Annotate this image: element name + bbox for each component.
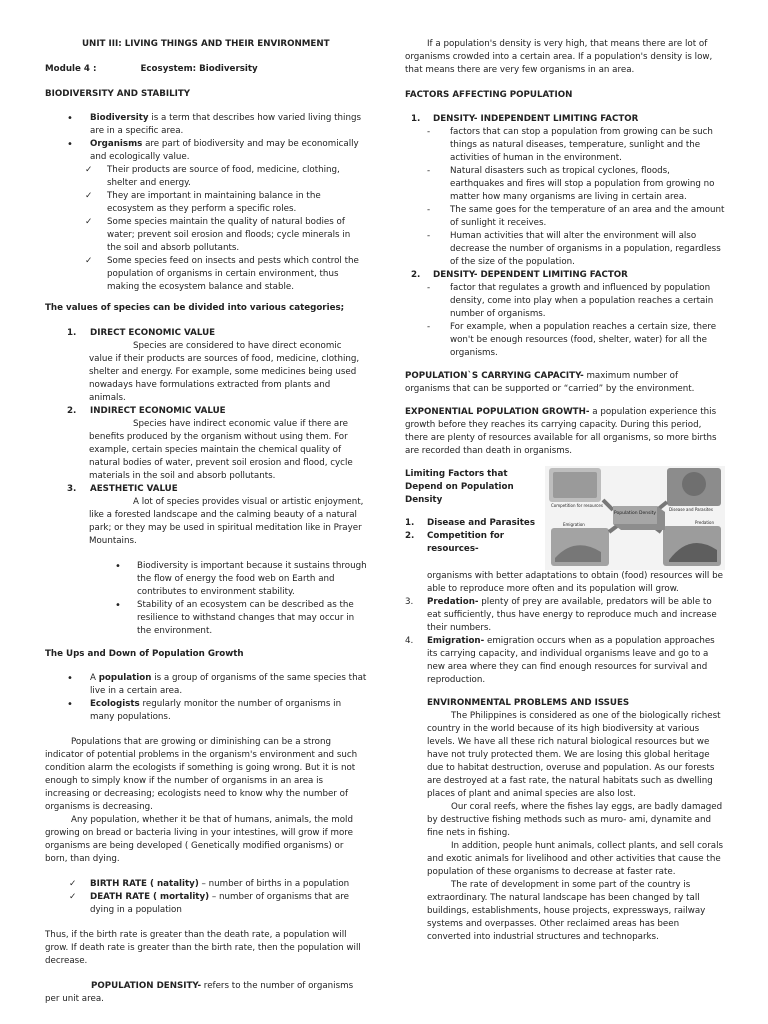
check-item: ✓ DEATH RATE ( mortality) – number of organisms that are dying in a population [45,891,367,917]
check-item: ✓ Their products are source of food, medicine, clothing, shelter and energy. [45,164,367,190]
value-title: 2. INDIRECT ECONOMIC VALUE [67,406,226,416]
check-item: ✓ Some species maintain the quality of natural bodies of water; prevent soil erosion and floods; cycle minerals in the soil and absorb pollutants. [45,216,367,255]
factor-title: 2. DENSITY- DEPENDENT LIMITING FACTOR [411,270,628,280]
list-item: • Ecologists regularly monitor the number of organisms in many populations. [45,698,367,724]
value-title: 3. AESTHETIC VALUE [67,484,178,494]
module-label: Module 4 : [45,64,97,74]
density-definition: POPULATION DENSITY- refers to the number of organisms per unit area. [45,981,354,1004]
list-item: • Stability of an ecosystem can be described as the resilience to withstand changes that may occur in the environment. [45,599,367,638]
paragraph: organisms with better adaptations to obtain (food) resources will be able to reproduce more often and its population will grow. [427,571,723,594]
list-item: - The same goes for the temperature of an area and the amount of sunlight it receives. [405,204,725,230]
heading-environment: ENVIRONMENTAL PROBLEMS AND ISSUES [427,698,630,708]
list-item: • Biodiversity is important because it sustains through the flow of energy the food web on Earth and contributes to environment stability. [45,560,367,599]
list-item: - factors that can stop a population from growing can be such things as natural diseases, temperature, sunlight and the activities of human in the environment. [405,126,725,165]
paragraph: Our coral reefs, where the fishes lay eggs, are badly damaged by destructive fishing methods such as muro- ami, dynamite and fine nets in fishing. [427,802,723,838]
heading-population-growth: The Ups and Down of Population Growth [45,649,244,659]
check-item: ✓ BIRTH RATE ( natality) – number of births in a population [45,878,367,891]
list-item: • Biodiversity is a term that describes how varied living things are in a specific area. [45,112,367,138]
population-density-diagram [545,466,725,570]
paragraph: The Philippines is considered as one of the biologically richest country in the world because of its high biodiversity at various levels. We have all these rich natural biological resources but we have not truly protected them. We are losing this global heritage due to habitat destruction, overuse and population. As our forests are destroyed at a fast rate, the natural habitats such as dwelling places of plant and animal species are also lost. [427,711,721,799]
check-item: ✓ They are important in maintaining balance in the ecosystem as they perform a specific roles. [45,190,367,216]
limiting-heading: Limiting Factors that Depend on Population Density [405,469,514,505]
factor-title: 1. DENSITY- INDEPENDENT LIMITING FACTOR [411,114,639,124]
values-heading: The values of species can be divided into various categories; [45,303,345,313]
module-value: Ecosystem: Biodiversity [140,64,258,74]
list-item: - Natural disasters such as tropical cyclones, floods, earthquakes and fires will stop a population from growing no matter how many organisms are living in certain area. [405,165,725,204]
paragraph: In addition, people hunt animals, collect plants, and sell corals and exotic animals for livelihood and other activities that cause the population of these organisms to decrease at faster rate. [427,841,724,877]
list-item: - factor that regulates a growth and influenced by population density, come into play when a population reaches a certain number of organisms. [405,282,725,321]
paragraph: Thus, if the birth rate is greater than the death rate, a population will grow. If death rate is greater than the birth rate, then the population will decrease. [45,930,361,966]
value-text: A lot of species provides visual or artistic enjoyment, like a forested landscape and the calming beauty of a natural park; or they may be used in spiritual meditation like in Prayer Mountains. [89,497,364,546]
paragraph: Any population, whether it be that of humans, animals, the mold growing on bread or bacteria living in your intestines, will grow if more organisms are being developed ( Genetically modified organisms) or born, than dying. [45,815,353,864]
label-emigration: Emigration [563,522,585,527]
check-item: ✓ Some species feed on insects and pests which control the population of organisms in certain environment, thus making the ecosystem balance and stable. [45,255,367,294]
center-label: Population Density [613,511,657,516]
heading-factors: FACTORS AFFECTING POPULATION [405,90,573,100]
list-item: 1. Disease and Parasites [405,518,535,528]
list-item: 3. Predation- plenty of prey are available, predators will be able to eat sufficiently, thus have energy to reproduce much and increase their numbers. [405,597,717,633]
value-text: Species are considered to have direct economic value if their products are sources of food, medicine, clothing, shelter and energy. For example, some medicines being used nowadays have formulations extracted from plants and animals. [89,341,360,403]
paragraph: The rate of development in some part of the country is extraordinary. The natural landscape has been changed by tall buildings, establishments, house projects, expressways, railway systems and overpasses. Other reclaimed areas has been converted into industrial structures and technoparks. [427,880,706,942]
label-competition: Competition for resources [551,503,603,508]
paragraph: Populations that are growing or diminishing can be a strong indicator of potential problems in the organism's environment and such condition alarm the ecologists if something is going wrong. But it is not enough to simply know if the number of organisms in an area is increasing or decreasing; ecologists need to know why the number of organisms is decreasing. [45,737,358,812]
label-disease: Disease and Parasites [669,507,713,512]
label-predation: Predation [695,520,715,525]
value-text: Species have indirect economic value if there are benefits produced by the organism without using them. For example, certain species maintain the chemical quality of natural bodies of water, prevent soil erosion and flood, cycle materials in the soil and absorb pollutants. [89,419,353,481]
exponential-growth: EXPONENTIAL POPULATION GROWTH- a population experience this growth before they reaches its carrying capacity. During this period, there are plenty of resources available for all organisms, so more births are recorded than death in organisms. [405,407,717,456]
right-column [405,38,725,944]
carrying-capacity: POPULATION`S CARRYING CAPACITY- maximum number of organisms that can be supported or “carried” by the environment. [405,371,695,394]
list-item: 4. Emigration- emigration occurs when as a population approaches its carrying capacity, and individual organisms leave and go to a new area where they can find enough resources for survival and reproduction. [405,636,715,685]
value-title: 1. DIRECT ECONOMIC VALUE [67,328,216,338]
unit-title: UNIT III: LIVING THINGS AND THEIR ENVIRONMENT [82,39,330,49]
list-item: - Human activities that will alter the environment will also decrease the number of organisms in a population, regardless of the size of the population. [405,230,725,269]
module-line [45,63,367,76]
limiting-factors-block [405,468,725,570]
paragraph: If a population's density is very high, that means there are lot of organisms crowded into a certain area. If a population's density is low, that means there are very few organisms in an area. [405,39,713,75]
heading-biodiversity: BIODIVERSITY AND STABILITY [45,89,191,99]
list-item: • A population is a group of organisms of the same species that live in a certain area. [45,672,367,698]
list-item: 2. Competition for resources- [405,531,504,554]
left-column [45,38,367,1006]
list-item: - For example, when a population reaches a certain size, there won't be enough resources (food, shelter, water) for all the organisms. [405,321,725,360]
list-item: • Organisms are part of biodiversity and may be economically and ecologically value. [45,138,367,164]
